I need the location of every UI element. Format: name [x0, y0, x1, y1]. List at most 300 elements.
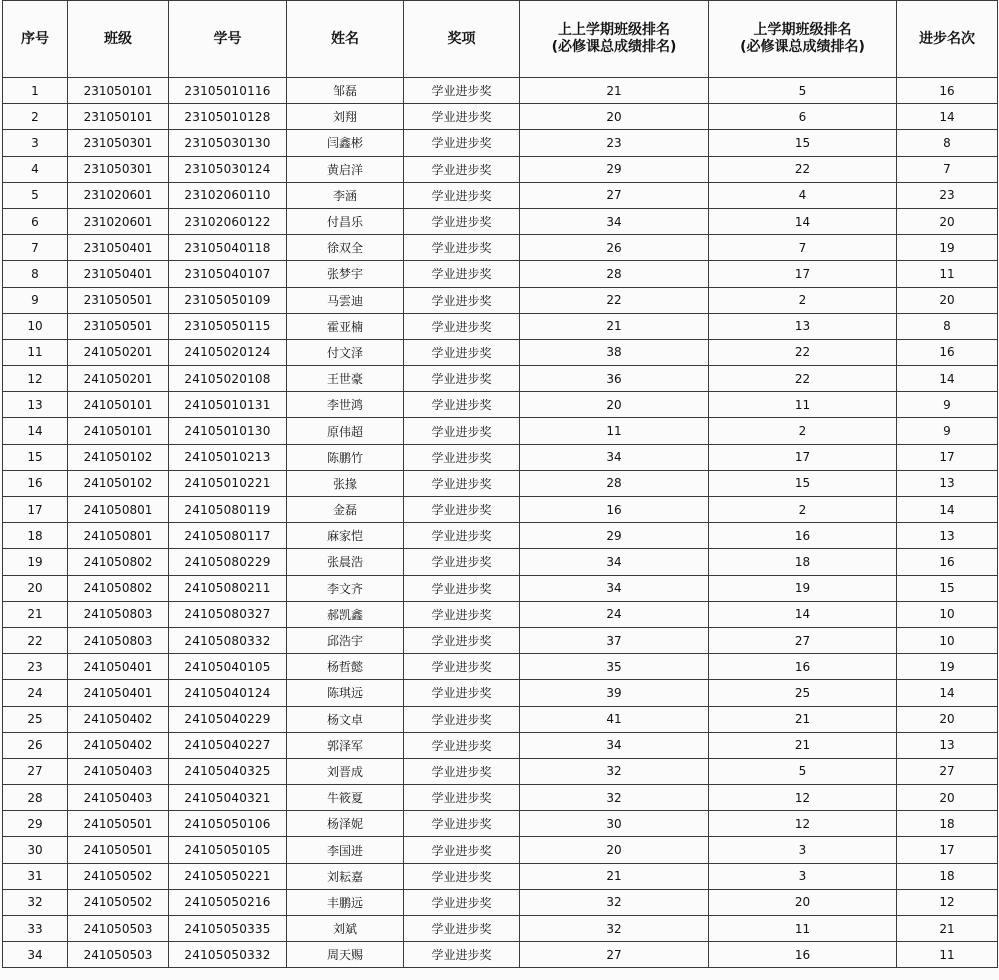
cell-rank-prev2: 21: [520, 863, 709, 889]
cell-rank-prev2: 20: [520, 392, 709, 418]
cell-seq: 32: [3, 889, 68, 915]
table-row: [3, 497, 998, 523]
cell-award: 学业进步奖: [404, 444, 520, 470]
cell-progress: 18: [897, 863, 998, 889]
cell-rank-prev: 19: [709, 575, 897, 601]
cell-award: 学业进步奖: [404, 811, 520, 837]
cell-award: 学业进步奖: [404, 208, 520, 234]
cell-rank-prev2: 35: [520, 654, 709, 680]
cell-rank-prev2: 28: [520, 470, 709, 496]
table-row: [3, 418, 998, 444]
cell-progress: 23: [897, 182, 998, 208]
cell-rank-prev2: 34: [520, 732, 709, 758]
cell-progress: 15: [897, 575, 998, 601]
cell-award: 学业进步奖: [404, 549, 520, 575]
cell-rank-prev: 14: [709, 601, 897, 627]
table-row: [3, 470, 998, 496]
cell-seq: 17: [3, 497, 68, 523]
cell-student-id: 24105040229: [169, 706, 287, 732]
cell-progress: 16: [897, 549, 998, 575]
header-rank-prev2-subtitle: (必修课总成绩排名): [551, 39, 677, 55]
cell-rank-prev2: 37: [520, 627, 709, 653]
cell-award: 学业进步奖: [404, 863, 520, 889]
cell-progress: 20: [897, 785, 998, 811]
cell-student-id: 23102060122: [169, 208, 287, 234]
cell-rank-prev: 12: [709, 811, 897, 837]
cell-award: 学业进步奖: [404, 182, 520, 208]
cell-class: 241050101: [68, 418, 169, 444]
cell-progress: 14: [897, 104, 998, 130]
cell-class: 241050402: [68, 706, 169, 732]
cell-progress: 8: [897, 130, 998, 156]
cell-rank-prev: 16: [709, 942, 897, 968]
cell-seq: 2: [3, 104, 68, 130]
cell-class: 231050401: [68, 235, 169, 261]
cell-name: 邹磊: [287, 78, 404, 104]
cell-class: 241050501: [68, 837, 169, 863]
cell-rank-prev2: 39: [520, 680, 709, 706]
cell-progress: 7: [897, 156, 998, 182]
cell-progress: 21: [897, 916, 998, 942]
cell-seq: 26: [3, 732, 68, 758]
cell-student-id: 24105080332: [169, 627, 287, 653]
cell-rank-prev2: 41: [520, 706, 709, 732]
cell-award: 学业进步奖: [404, 235, 520, 261]
table-row: [3, 863, 998, 889]
table-row: [3, 785, 998, 811]
cell-rank-prev: 25: [709, 680, 897, 706]
cell-seq: 27: [3, 758, 68, 784]
table-row: [3, 182, 998, 208]
cell-progress: 9: [897, 418, 998, 444]
cell-award: 学业进步奖: [404, 156, 520, 182]
cell-rank-prev2: 27: [520, 942, 709, 968]
cell-student-id: 24105080119: [169, 497, 287, 523]
cell-student-id: 24105080327: [169, 601, 287, 627]
cell-name: 李涵: [287, 182, 404, 208]
cell-progress: 16: [897, 78, 998, 104]
cell-award: 学业进步奖: [404, 470, 520, 496]
cell-rank-prev2: 29: [520, 156, 709, 182]
cell-class: 241050802: [68, 575, 169, 601]
table-row: [3, 104, 998, 130]
cell-rank-prev: 21: [709, 732, 897, 758]
cell-student-id: 23105010116: [169, 78, 287, 104]
cell-award: 学业进步奖: [404, 889, 520, 915]
cell-progress: 10: [897, 601, 998, 627]
cell-award: 学业进步奖: [404, 706, 520, 732]
cell-award: 学业进步奖: [404, 785, 520, 811]
cell-progress: 11: [897, 942, 998, 968]
table-row: [3, 680, 998, 706]
cell-progress: 13: [897, 523, 998, 549]
cell-award: 学业进步奖: [404, 313, 520, 339]
cell-rank-prev2: 27: [520, 182, 709, 208]
table-row: [3, 916, 998, 942]
cell-progress: 20: [897, 287, 998, 313]
cell-rank-prev: 22: [709, 156, 897, 182]
cell-rank-prev: 7: [709, 235, 897, 261]
cell-rank-prev2: 29: [520, 523, 709, 549]
cell-seq: 4: [3, 156, 68, 182]
cell-name: 陈琪远: [287, 680, 404, 706]
cell-student-id: 23105040118: [169, 235, 287, 261]
cell-name: 张掾: [287, 470, 404, 496]
table-row: [3, 444, 998, 470]
table-row: [3, 313, 998, 339]
cell-rank-prev: 22: [709, 366, 897, 392]
cell-student-id: 24105050105: [169, 837, 287, 863]
cell-seq: 1: [3, 78, 68, 104]
cell-class: 231050101: [68, 78, 169, 104]
cell-student-id: 23102060110: [169, 182, 287, 208]
cell-seq: 3: [3, 130, 68, 156]
table-row: [3, 889, 998, 915]
cell-progress: 18: [897, 811, 998, 837]
cell-student-id: 24105040227: [169, 732, 287, 758]
cell-class: 241050403: [68, 785, 169, 811]
cell-rank-prev2: 32: [520, 758, 709, 784]
cell-name: 张梦宇: [287, 261, 404, 287]
cell-name: 霍亚楠: [287, 313, 404, 339]
cell-award: 学业进步奖: [404, 339, 520, 365]
cell-name: 金磊: [287, 497, 404, 523]
header-class: 班级: [68, 1, 169, 78]
cell-rank-prev: 17: [709, 444, 897, 470]
cell-class: 241050801: [68, 497, 169, 523]
cell-name: 付昌乐: [287, 208, 404, 234]
cell-rank-prev2: 34: [520, 549, 709, 575]
cell-award: 学业进步奖: [404, 287, 520, 313]
cell-rank-prev: 2: [709, 287, 897, 313]
cell-award: 学业进步奖: [404, 942, 520, 968]
table-row: [3, 261, 998, 287]
cell-progress: 10: [897, 627, 998, 653]
cell-student-id: 24105020108: [169, 366, 287, 392]
table-row: [3, 287, 998, 313]
table-row: [3, 811, 998, 837]
cell-award: 学业进步奖: [404, 758, 520, 784]
cell-seq: 28: [3, 785, 68, 811]
cell-class: 231020601: [68, 182, 169, 208]
cell-progress: 17: [897, 444, 998, 470]
cell-rank-prev2: 34: [520, 575, 709, 601]
cell-seq: 29: [3, 811, 68, 837]
cell-class: 231050501: [68, 287, 169, 313]
cell-name: 付文泽: [287, 339, 404, 365]
cell-rank-prev: 2: [709, 418, 897, 444]
cell-student-id: 24105040124: [169, 680, 287, 706]
cell-rank-prev: 6: [709, 104, 897, 130]
cell-rank-prev: 20: [709, 889, 897, 915]
cell-student-id: 24105010213: [169, 444, 287, 470]
table-body: [3, 78, 998, 968]
cell-seq: 8: [3, 261, 68, 287]
cell-rank-prev2: 22: [520, 287, 709, 313]
cell-rank-prev: 15: [709, 130, 897, 156]
cell-student-id: 24105010221: [169, 470, 287, 496]
cell-seq: 30: [3, 837, 68, 863]
cell-name: 杨泽妮: [287, 811, 404, 837]
table-row: [3, 758, 998, 784]
cell-seq: 11: [3, 339, 68, 365]
cell-award: 学业进步奖: [404, 497, 520, 523]
table-row: [3, 156, 998, 182]
cell-seq: 19: [3, 549, 68, 575]
table-row: [3, 366, 998, 392]
cell-rank-prev2: 38: [520, 339, 709, 365]
cell-class: 241050101: [68, 392, 169, 418]
cell-seq: 14: [3, 418, 68, 444]
cell-class: 241050102: [68, 444, 169, 470]
cell-rank-prev: 4: [709, 182, 897, 208]
header-award: 奖项: [404, 1, 520, 78]
cell-class: 241050201: [68, 366, 169, 392]
cell-class: 241050503: [68, 942, 169, 968]
cell-name: 牛筱夏: [287, 785, 404, 811]
cell-award: 学业进步奖: [404, 366, 520, 392]
cell-class: 241050803: [68, 601, 169, 627]
cell-class: 231050301: [68, 130, 169, 156]
cell-seq: 18: [3, 523, 68, 549]
cell-progress: 17: [897, 837, 998, 863]
cell-class: 231050301: [68, 156, 169, 182]
cell-student-id: 24105050221: [169, 863, 287, 889]
cell-progress: 14: [897, 366, 998, 392]
cell-progress: 19: [897, 654, 998, 680]
cell-rank-prev2: 20: [520, 104, 709, 130]
cell-name: 张晨浩: [287, 549, 404, 575]
cell-class: 241050201: [68, 339, 169, 365]
cell-class: 241050401: [68, 680, 169, 706]
cell-student-id: 24105080229: [169, 549, 287, 575]
cell-student-id: 24105080117: [169, 523, 287, 549]
cell-seq: 6: [3, 208, 68, 234]
cell-rank-prev: 17: [709, 261, 897, 287]
cell-rank-prev: 5: [709, 78, 897, 104]
cell-class: 231050501: [68, 313, 169, 339]
cell-student-id: 23105040107: [169, 261, 287, 287]
cell-rank-prev2: 11: [520, 418, 709, 444]
cell-student-id: 24105010130: [169, 418, 287, 444]
cell-seq: 9: [3, 287, 68, 313]
cell-seq: 7: [3, 235, 68, 261]
cell-progress: 13: [897, 732, 998, 758]
cell-name: 郭泽军: [287, 732, 404, 758]
cell-rank-prev: 21: [709, 706, 897, 732]
cell-seq: 24: [3, 680, 68, 706]
cell-student-id: 24105080211: [169, 575, 287, 601]
header-name: 姓名: [287, 1, 404, 78]
cell-student-id: 24105050216: [169, 889, 287, 915]
cell-seq: 21: [3, 601, 68, 627]
table-row: [3, 78, 998, 104]
cell-award: 学业进步奖: [404, 78, 520, 104]
cell-rank-prev2: 34: [520, 444, 709, 470]
cell-seq: 33: [3, 916, 68, 942]
cell-award: 学业进步奖: [404, 392, 520, 418]
cell-class: 231050101: [68, 104, 169, 130]
cell-name: 周天赐: [287, 942, 404, 968]
cell-rank-prev: 12: [709, 785, 897, 811]
cell-name: 丰鹏远: [287, 889, 404, 915]
header-rank-prev: [709, 1, 897, 78]
cell-seq: 13: [3, 392, 68, 418]
cell-seq: 20: [3, 575, 68, 601]
cell-name: 刘晋成: [287, 758, 404, 784]
cell-class: 241050102: [68, 470, 169, 496]
cell-name: 陈鹏竹: [287, 444, 404, 470]
table-row: [3, 339, 998, 365]
cell-seq: 15: [3, 444, 68, 470]
cell-rank-prev2: 28: [520, 261, 709, 287]
cell-class: 241050401: [68, 654, 169, 680]
cell-name: 郝凯鑫: [287, 601, 404, 627]
cell-name: 徐双全: [287, 235, 404, 261]
cell-seq: 25: [3, 706, 68, 732]
cell-award: 学业进步奖: [404, 916, 520, 942]
header-seq: 序号: [3, 1, 68, 78]
cell-class: 241050502: [68, 889, 169, 915]
cell-progress: 27: [897, 758, 998, 784]
cell-seq: 16: [3, 470, 68, 496]
cell-rank-prev: 11: [709, 392, 897, 418]
cell-name: 李国进: [287, 837, 404, 863]
cell-progress: 14: [897, 497, 998, 523]
cell-name: 马雲迪: [287, 287, 404, 313]
cell-student-id: 24105040321: [169, 785, 287, 811]
cell-rank-prev2: 23: [520, 130, 709, 156]
cell-name: 刘耘嘉: [287, 863, 404, 889]
cell-name: 杨哲懿: [287, 654, 404, 680]
cell-rank-prev: 11: [709, 916, 897, 942]
cell-rank-prev2: 30: [520, 811, 709, 837]
cell-progress: 11: [897, 261, 998, 287]
cell-rank-prev: 5: [709, 758, 897, 784]
cell-class: 241050503: [68, 916, 169, 942]
cell-rank-prev: 18: [709, 549, 897, 575]
cell-progress: 9: [897, 392, 998, 418]
header-rank-prev2: [520, 1, 709, 78]
cell-name: 邱浩宇: [287, 627, 404, 653]
cell-progress: 12: [897, 889, 998, 915]
cell-name: 闫鑫彬: [287, 130, 404, 156]
cell-class: 231020601: [68, 208, 169, 234]
table-row: [3, 392, 998, 418]
cell-rank-prev: 22: [709, 339, 897, 365]
cell-name: 李世鸿: [287, 392, 404, 418]
cell-student-id: 24105020124: [169, 339, 287, 365]
cell-name: 王世豪: [287, 366, 404, 392]
cell-award: 学业进步奖: [404, 654, 520, 680]
cell-class: 241050501: [68, 811, 169, 837]
cell-class: 241050402: [68, 732, 169, 758]
table-row: [3, 732, 998, 758]
cell-award: 学业进步奖: [404, 104, 520, 130]
cell-award: 学业进步奖: [404, 130, 520, 156]
cell-progress: 20: [897, 706, 998, 732]
cell-student-id: 24105050332: [169, 942, 287, 968]
cell-progress: 14: [897, 680, 998, 706]
cell-award: 学业进步奖: [404, 732, 520, 758]
header-student-id: 学号: [169, 1, 287, 78]
cell-rank-prev: 15: [709, 470, 897, 496]
cell-seq: 5: [3, 182, 68, 208]
cell-rank-prev: 16: [709, 654, 897, 680]
table-header: [3, 1, 998, 78]
cell-class: 241050403: [68, 758, 169, 784]
cell-student-id: 24105040325: [169, 758, 287, 784]
cell-seq: 23: [3, 654, 68, 680]
cell-seq: 10: [3, 313, 68, 339]
table-row: [3, 837, 998, 863]
cell-rank-prev: 27: [709, 627, 897, 653]
table-row: [3, 575, 998, 601]
cell-rank-prev: 3: [709, 863, 897, 889]
header-rank-prev-title: 上学期班级排名: [753, 22, 852, 38]
header-rank-prev2-title: 上上学期班级排名: [558, 22, 670, 38]
cell-class: 241050802: [68, 549, 169, 575]
cell-progress: 20: [897, 208, 998, 234]
cell-rank-prev2: 26: [520, 235, 709, 261]
table-row: [3, 942, 998, 968]
cell-name: 麻家恺: [287, 523, 404, 549]
cell-student-id: 23105030130: [169, 130, 287, 156]
cell-rank-prev: 16: [709, 523, 897, 549]
header-row: [3, 1, 998, 78]
cell-rank-prev2: 32: [520, 889, 709, 915]
cell-award: 学业进步奖: [404, 261, 520, 287]
cell-rank-prev2: 34: [520, 208, 709, 234]
cell-seq: 31: [3, 863, 68, 889]
award-table: [2, 0, 998, 968]
cell-rank-prev: 13: [709, 313, 897, 339]
header-rank-prev-subtitle: (必修课总成绩排名): [740, 39, 865, 55]
cell-rank-prev: 14: [709, 208, 897, 234]
cell-class: 231050401: [68, 261, 169, 287]
cell-rank-prev2: 32: [520, 785, 709, 811]
cell-award: 学业进步奖: [404, 627, 520, 653]
cell-rank-prev: 3: [709, 837, 897, 863]
table-row: [3, 130, 998, 156]
table-row: [3, 601, 998, 627]
cell-rank-prev2: 36: [520, 366, 709, 392]
cell-name: 刘斌: [287, 916, 404, 942]
cell-rank-prev2: 32: [520, 916, 709, 942]
table-row: [3, 627, 998, 653]
cell-student-id: 24105040105: [169, 654, 287, 680]
table-row: [3, 654, 998, 680]
table-row: [3, 706, 998, 732]
cell-student-id: 23105050109: [169, 287, 287, 313]
cell-student-id: 23105050115: [169, 313, 287, 339]
cell-name: 李文齐: [287, 575, 404, 601]
cell-award: 学业进步奖: [404, 523, 520, 549]
cell-name: 刘翔: [287, 104, 404, 130]
cell-progress: 16: [897, 339, 998, 365]
cell-progress: 19: [897, 235, 998, 261]
header-progress: 进步名次: [897, 1, 998, 78]
cell-student-id: 23105010128: [169, 104, 287, 130]
cell-rank-prev: 2: [709, 497, 897, 523]
cell-award: 学业进步奖: [404, 837, 520, 863]
cell-name: 杨文卓: [287, 706, 404, 732]
table-row: [3, 208, 998, 234]
cell-name: 原伟超: [287, 418, 404, 444]
cell-rank-prev2: 16: [520, 497, 709, 523]
cell-award: 学业进步奖: [404, 575, 520, 601]
cell-rank-prev2: 24: [520, 601, 709, 627]
